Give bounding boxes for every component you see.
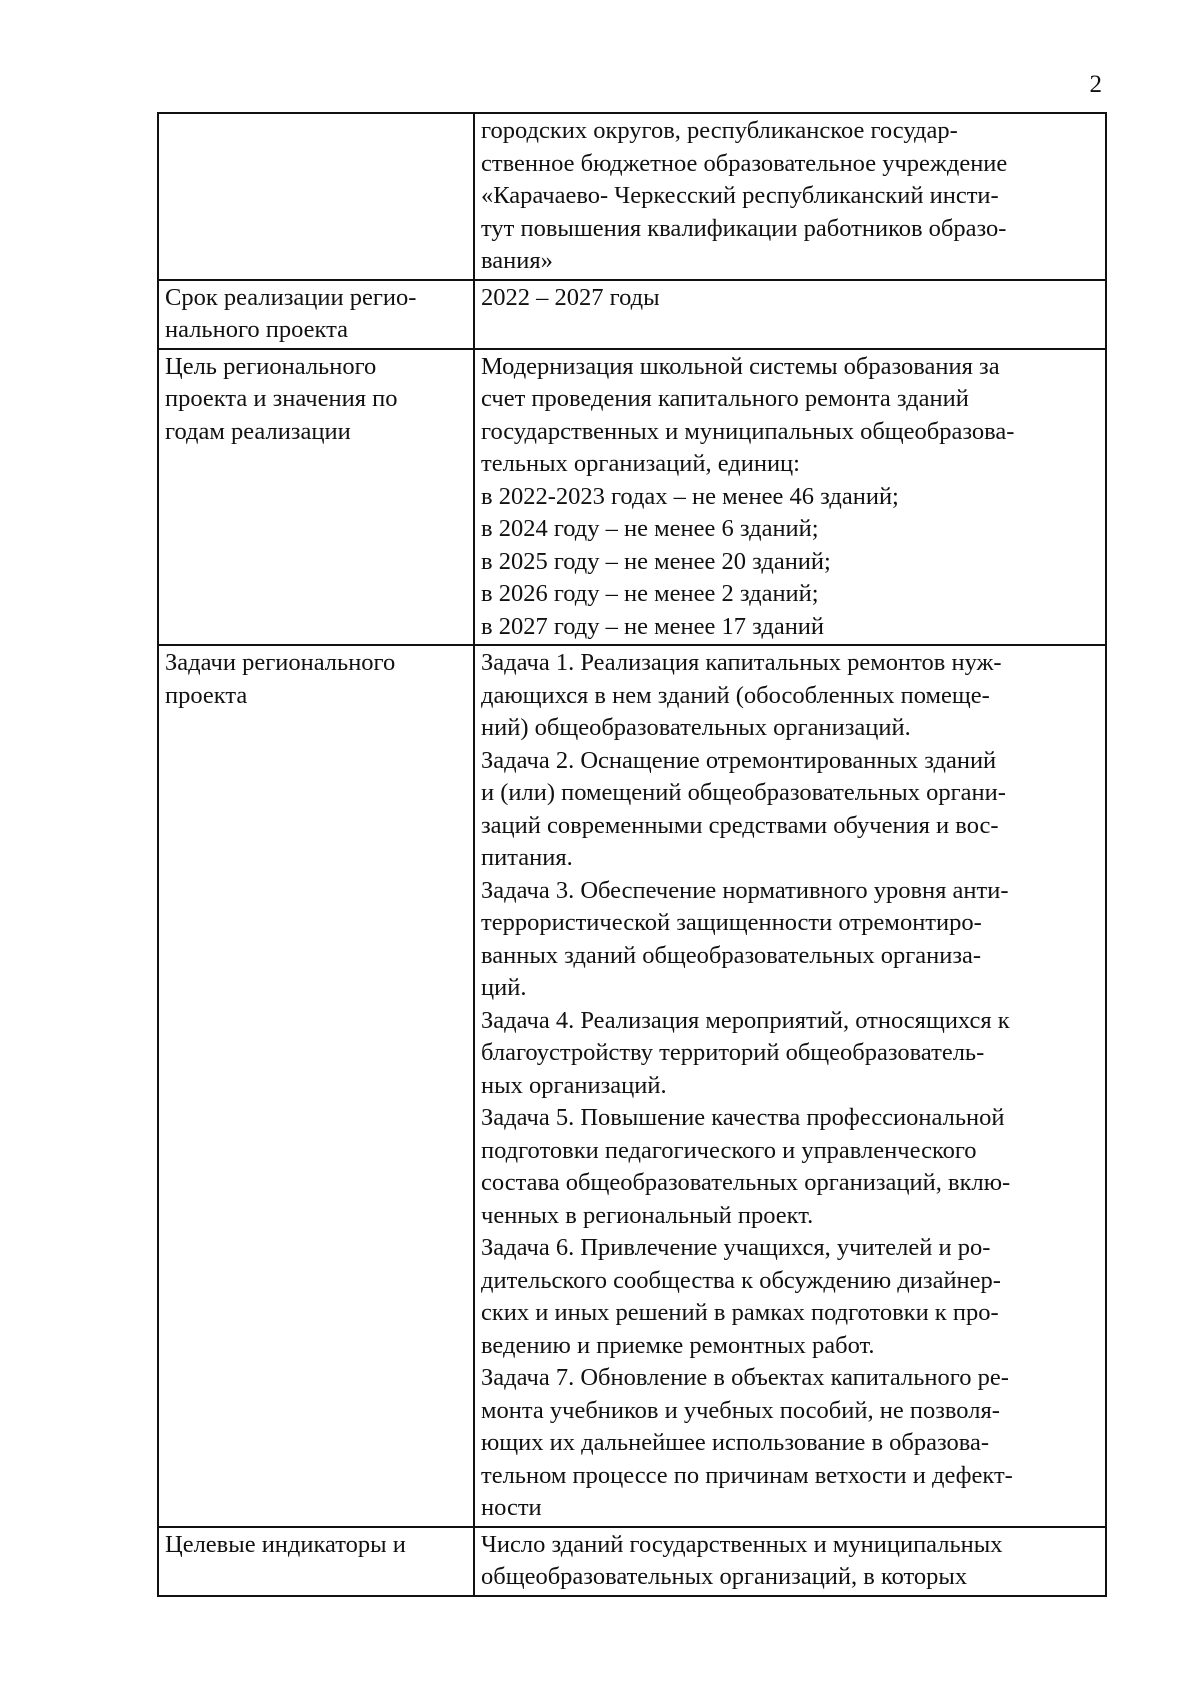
content-line: ности	[481, 1494, 542, 1521]
table-row	[158, 1527, 1106, 1596]
content-line: государственных и муниципальных общеобразова-	[481, 417, 1015, 445]
content-line: в 2025 году – не менее 20 зданий;	[481, 547, 831, 575]
table-row	[158, 113, 1106, 280]
content-line: ванных зданий общеобразовательных организа-	[481, 941, 982, 969]
label-line: проекта и значения по	[165, 385, 398, 412]
row-label-cell	[158, 645, 474, 1527]
content-line: Модернизация школьной системы образования за	[481, 352, 1000, 380]
row-label-cell	[158, 1527, 474, 1596]
content-line: тельном процессе по причинам ветхости и дефект-	[481, 1461, 1013, 1489]
table-row	[158, 280, 1106, 349]
row-content-cell	[474, 349, 1106, 646]
content-line: вания»	[481, 247, 553, 274]
content-line: ций.	[481, 974, 527, 1001]
row-content-cell	[474, 280, 1106, 349]
label-line: Задачи регионального	[165, 649, 396, 676]
content-line: тут повышения квалификации работников образо-	[481, 214, 1007, 242]
label-line: Срок реализации регио-	[165, 283, 417, 311]
page-number: 2	[1089, 71, 1102, 98]
row-label-cell	[158, 349, 474, 646]
content-line: террористической защищенности отремонтиро-	[481, 909, 982, 936]
content-line: ченных в региональный проект.	[481, 1201, 814, 1229]
table-body	[158, 113, 1106, 1596]
content-line: в 2024 году – не менее 6 зданий;	[481, 515, 819, 542]
content-line: «Карачаево- Черкесский республиканский инсти-	[481, 182, 999, 209]
row-label-cell	[158, 113, 474, 280]
content-line: тельных организаций, единиц:	[481, 450, 800, 477]
label-line: проекта	[165, 681, 248, 709]
table-row	[158, 645, 1106, 1527]
label-line: Целевые индикаторы и	[165, 1530, 406, 1558]
content-line: 2022 – 2027 годы	[481, 283, 660, 311]
row-content-cell	[474, 645, 1106, 1527]
label-line: Цель регионального	[165, 352, 377, 380]
content-line: Задача 6. Привлечение учащихся, учителей и ро-	[481, 1234, 991, 1261]
content-line: питания.	[481, 844, 573, 871]
content-line: монта учебников и учебных пособий, не позволя-	[481, 1396, 1000, 1424]
content-line: ний) общеобразовательных организаций.	[481, 714, 911, 741]
content-line: в 2022-2023 годах – не менее 46 зданий;	[481, 482, 899, 510]
content-line: ских и иных решений в рамках подготовки к про-	[481, 1299, 999, 1326]
row-content-cell	[474, 113, 1106, 280]
project-passport-table	[157, 112, 1107, 1597]
content-line: дительского сообщества к обсуждению дизайнер-	[481, 1266, 1001, 1294]
content-line: Задача 3. Обеспечение нормативного уровня анти-	[481, 876, 1009, 904]
content-line: счет проведения капитального ремонта зданий	[481, 385, 969, 412]
content-line: городских округов, республиканское государ-	[481, 117, 958, 144]
content-line: Задача 2. Оснащение отремонтированных зданий	[481, 746, 997, 774]
content-line: Задача 1. Реализация капитальных ремонтов нуж-	[481, 649, 1002, 676]
content-line: подготовки педагогического и управленческого	[481, 1136, 977, 1164]
label-line: нального проекта	[165, 316, 349, 343]
content-line: Задача 4. Реализация мероприятий, относящихся к	[481, 1006, 1010, 1034]
content-line: ющих их дальнейшее использование в образова-	[481, 1429, 990, 1456]
content-line: дающихся в нем зданий (обособленных помеще-	[481, 681, 990, 709]
row-content-cell	[474, 1527, 1106, 1596]
content-line: Задача 7. Обновление в объектах капитального ре-	[481, 1364, 1009, 1391]
content-line: и (или) помещений общеобразовательных органи-	[481, 779, 1006, 806]
table-row	[158, 349, 1106, 646]
content-line: благоустройству территорий общеобразователь-	[481, 1039, 985, 1066]
content-line: заций современными средствами обучения и вос-	[481, 811, 999, 839]
content-line: в 2027 году – не менее 17 зданий	[481, 612, 825, 640]
row-label-cell	[158, 280, 474, 349]
content-line: ведению и приемке ремонтных работ.	[481, 1331, 875, 1359]
content-line: в 2026 году – не менее 2 зданий;	[481, 580, 819, 607]
content-line: Число зданий государственных и муниципальных	[481, 1530, 1003, 1558]
content-line: Задача 5. Повышение качества профессиональной	[481, 1104, 1005, 1131]
content-line: ных организаций.	[481, 1071, 667, 1099]
label-line: годам реализации	[165, 417, 351, 445]
content-line: ственное бюджетное образовательное учреждение	[481, 149, 1008, 177]
content-line: общеобразовательных организаций, в которых	[481, 1563, 968, 1590]
content-line: состава общеобразовательных организаций, вклю-	[481, 1169, 1011, 1196]
